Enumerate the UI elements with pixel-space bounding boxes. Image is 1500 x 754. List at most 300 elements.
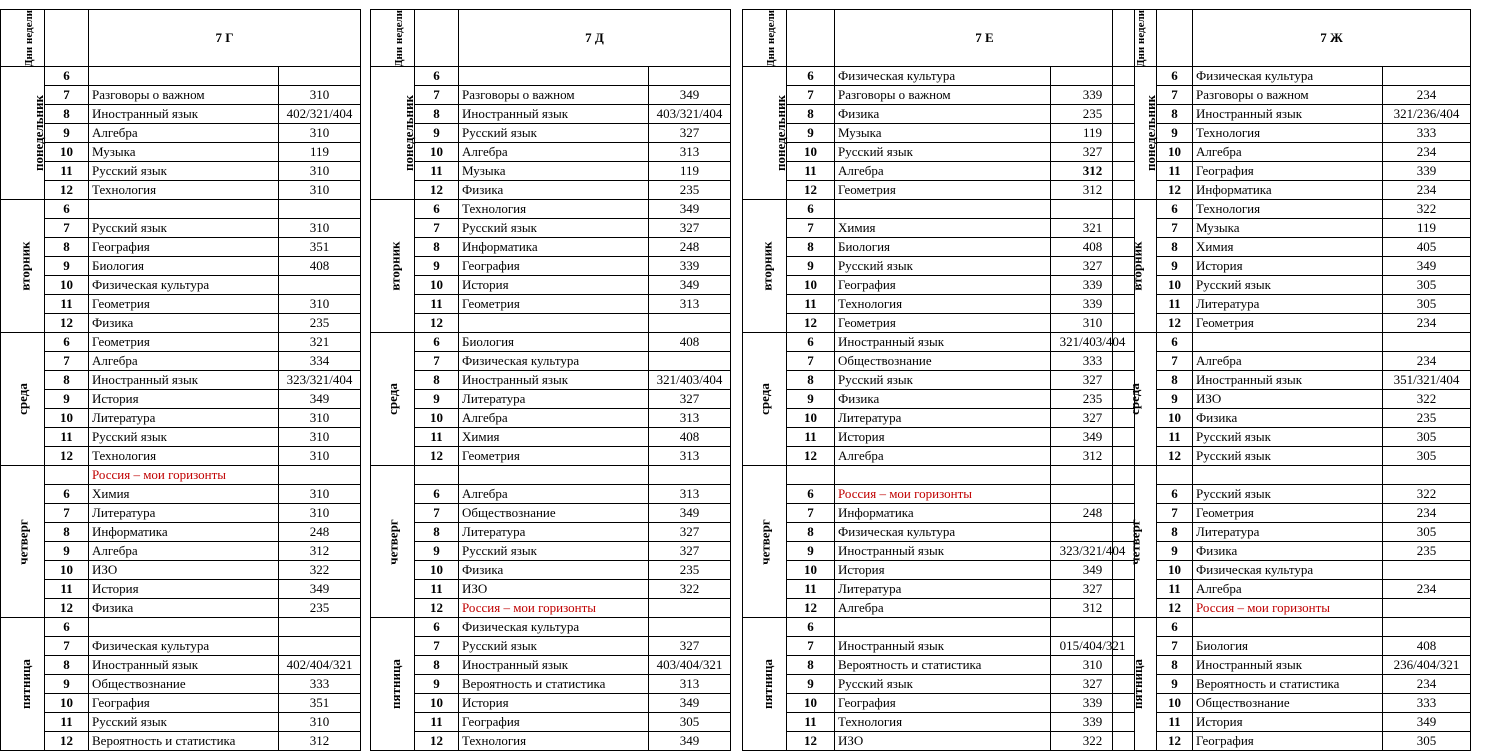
- subject-cell: Русский язык: [89, 219, 279, 238]
- lesson-number: 10: [1157, 561, 1193, 580]
- subject-cell: География: [835, 276, 1051, 295]
- subject-cell: География: [89, 238, 279, 257]
- lesson-row: [1113, 504, 1471, 523]
- room-cell: 322: [279, 561, 361, 580]
- subject-cell: Технология: [835, 713, 1051, 732]
- lesson-row: [371, 181, 731, 200]
- lesson-row: [371, 485, 731, 504]
- room-cell: 248: [279, 523, 361, 542]
- day-cell: [371, 618, 415, 751]
- lesson-row: [743, 124, 1135, 143]
- lesson-number: 8: [45, 656, 89, 675]
- subject-cell: Алгебра: [459, 409, 649, 428]
- subject-cell: Технология: [459, 200, 649, 219]
- lesson-number: 10: [787, 409, 835, 428]
- subject-cell: Технология: [89, 181, 279, 200]
- room-cell: 339: [649, 257, 731, 276]
- room-cell: 403/321/404: [649, 105, 731, 124]
- day-cell: [1, 200, 45, 333]
- subject-cell: ИЗО: [1193, 390, 1383, 409]
- lesson-number: 7: [1157, 352, 1193, 371]
- room-cell: 305: [1383, 732, 1471, 751]
- subject-cell: Физика: [459, 181, 649, 200]
- lesson-row: [1113, 86, 1471, 105]
- lesson-number: 10: [45, 276, 89, 295]
- room-cell: [1383, 466, 1471, 485]
- day-name: пятница: [387, 659, 403, 709]
- lesson-row: [371, 390, 731, 409]
- lesson-number: 8: [787, 523, 835, 542]
- room-cell: 339: [1051, 295, 1135, 314]
- lesson-number: 8: [1157, 523, 1193, 542]
- room-cell: 310: [279, 86, 361, 105]
- lesson-row: [1, 143, 361, 162]
- room-cell: 339: [1051, 86, 1135, 105]
- lesson-row: [743, 694, 1135, 713]
- class-block-2: [370, 9, 731, 751]
- room-cell: [649, 466, 731, 485]
- lesson-row: [371, 561, 731, 580]
- lesson-number: 7: [45, 86, 89, 105]
- lesson-row: [1113, 713, 1471, 732]
- day-cell: [371, 333, 415, 466]
- subject-cell: Русский язык: [835, 371, 1051, 390]
- subject-cell: Биология: [459, 333, 649, 352]
- subject-cell: [459, 67, 649, 86]
- lesson-row: [1113, 409, 1471, 428]
- lesson-number: 9: [1157, 124, 1193, 143]
- room-cell: [1383, 561, 1471, 580]
- room-cell: 235: [279, 599, 361, 618]
- lesson-number: 9: [787, 390, 835, 409]
- subject-cell: Физическая культура: [835, 67, 1051, 86]
- day-cell: [743, 466, 787, 618]
- lesson-number: 7: [1157, 219, 1193, 238]
- lesson-number: 9: [45, 257, 89, 276]
- lesson-number: 10: [415, 276, 459, 295]
- lesson-row: [1113, 181, 1471, 200]
- lesson-number: 11: [1157, 162, 1193, 181]
- room-cell: 333: [1383, 124, 1471, 143]
- lesson-number: 12: [415, 732, 459, 751]
- subject-cell: Физика: [89, 599, 279, 618]
- lesson-row: [371, 105, 731, 124]
- subject-cell: Разговоры о важном: [1193, 86, 1383, 105]
- room-cell: 321/403/404: [649, 371, 731, 390]
- room-cell: 310: [279, 428, 361, 447]
- days-column-label: Дни недели: [23, 9, 36, 68]
- lesson-number: 12: [1157, 732, 1193, 751]
- lesson-row: [371, 162, 731, 181]
- lesson-number: 6: [415, 67, 459, 86]
- lesson-number: 9: [1157, 257, 1193, 276]
- lesson-number: 8: [415, 523, 459, 542]
- day-name: понедельник: [31, 94, 47, 172]
- lesson-number: 12: [787, 599, 835, 618]
- lesson-number: 6: [1157, 618, 1193, 637]
- lesson-number: 7: [1157, 637, 1193, 656]
- lesson-number: 9: [45, 124, 89, 143]
- subject-cell: Русский язык: [1193, 276, 1383, 295]
- subject-cell: Геометрия: [89, 333, 279, 352]
- subject-cell: Геометрия: [89, 295, 279, 314]
- lesson-number: 12: [45, 732, 89, 751]
- room-cell: 327: [1051, 143, 1135, 162]
- subject-cell: [89, 67, 279, 86]
- class-name-header: 7 Ж: [1193, 10, 1471, 67]
- lesson-row: [743, 276, 1135, 295]
- subject-cell: Алгебра: [89, 124, 279, 143]
- timetable: [0, 9, 361, 751]
- lesson-row: [371, 371, 731, 390]
- lesson-number: 11: [45, 162, 89, 181]
- lesson-number: 8: [45, 371, 89, 390]
- subject-cell: Химия: [89, 485, 279, 504]
- subject-cell: Литература: [459, 390, 649, 409]
- subject-cell: Геометрия: [835, 181, 1051, 200]
- subject-cell: Физика: [89, 314, 279, 333]
- day-name: понедельник: [1143, 94, 1159, 172]
- room-cell: 339: [1051, 276, 1135, 295]
- lesson-row: [1, 580, 361, 599]
- lesson-number: 6: [1157, 67, 1193, 86]
- subject-cell: Литература: [89, 504, 279, 523]
- lesson-row: [1113, 447, 1471, 466]
- lesson-row: [1, 352, 361, 371]
- room-cell: 327: [1051, 371, 1135, 390]
- room-cell: 322: [1383, 390, 1471, 409]
- lesson-row: [743, 428, 1135, 447]
- lesson-number: 10: [45, 143, 89, 162]
- subject-cell: Физика: [459, 561, 649, 580]
- lesson-number: 11: [415, 580, 459, 599]
- lesson-row: [1113, 238, 1471, 257]
- room-cell: 327: [649, 523, 731, 542]
- lesson-row: [1, 504, 361, 523]
- lesson-row: [743, 599, 1135, 618]
- lesson-row: [743, 295, 1135, 314]
- room-cell: 310: [1051, 656, 1135, 675]
- room-cell: 234: [1383, 352, 1471, 371]
- lesson-row: [743, 390, 1135, 409]
- subject-cell: ИЗО: [89, 561, 279, 580]
- lesson-number: 7: [787, 504, 835, 523]
- room-cell: 327: [649, 637, 731, 656]
- subject-cell: Вероятность и статистика: [835, 656, 1051, 675]
- room-cell: 119: [649, 162, 731, 181]
- day-name: вторник: [387, 241, 403, 291]
- day-name: среда: [14, 383, 30, 415]
- lesson-row: [1113, 599, 1471, 618]
- room-cell: 349: [649, 732, 731, 751]
- room-cell: 349: [1383, 713, 1471, 732]
- day-cell: [1113, 618, 1157, 751]
- subject-cell: Физическая культура: [1193, 561, 1383, 580]
- lesson-row: [1113, 485, 1471, 504]
- lesson-row: [743, 466, 1135, 485]
- room-cell: [279, 618, 361, 637]
- room-cell: 349: [649, 200, 731, 219]
- lesson-number: 8: [415, 371, 459, 390]
- day-cell: [371, 67, 415, 200]
- lesson-number: 12: [1157, 181, 1193, 200]
- lesson-row: [1, 466, 361, 485]
- subject-cell: [1193, 466, 1383, 485]
- lesson-number: 10: [787, 143, 835, 162]
- subject-cell: Иностранный язык: [835, 542, 1051, 561]
- lesson-row: [1, 485, 361, 504]
- room-cell: 235: [1051, 105, 1135, 124]
- lesson-number: 12: [787, 314, 835, 333]
- lesson-number: 7: [787, 352, 835, 371]
- lesson-row: [371, 694, 731, 713]
- room-cell: 402/404/321: [279, 656, 361, 675]
- lesson-number: 12: [787, 447, 835, 466]
- day-cell: [1, 618, 45, 751]
- number-column-header: [1157, 10, 1193, 67]
- timetable: [370, 9, 731, 751]
- number-column-header: [415, 10, 459, 67]
- lesson-row: [1, 428, 361, 447]
- lesson-row: [1113, 390, 1471, 409]
- lesson-row: [1, 219, 361, 238]
- lesson-row: [371, 675, 731, 694]
- subject-cell: Вероятность и статистика: [89, 732, 279, 751]
- lesson-number: 11: [787, 295, 835, 314]
- room-cell: 339: [1383, 162, 1471, 181]
- room-cell: [1383, 599, 1471, 618]
- lesson-number: 10: [1157, 409, 1193, 428]
- subject-cell: История: [89, 390, 279, 409]
- lesson-number: 8: [45, 238, 89, 257]
- lesson-row: [371, 314, 731, 333]
- lesson-row: [1113, 580, 1471, 599]
- lesson-number: 9: [787, 675, 835, 694]
- subject-cell: Музыка: [1193, 219, 1383, 238]
- lesson-number: 12: [45, 447, 89, 466]
- room-cell: 349: [649, 86, 731, 105]
- lesson-row: [371, 447, 731, 466]
- room-cell: 349: [649, 694, 731, 713]
- lesson-row: [371, 542, 731, 561]
- class-block-4: [1112, 9, 1471, 751]
- lesson-row: [371, 428, 731, 447]
- lesson-row: [371, 86, 731, 105]
- lesson-number: 9: [415, 675, 459, 694]
- lesson-number: 9: [1157, 675, 1193, 694]
- subject-cell: Иностранный язык: [1193, 105, 1383, 124]
- lesson-row: [743, 352, 1135, 371]
- subject-cell: Разговоры о важном: [459, 86, 649, 105]
- room-cell: 236/404/321: [1383, 656, 1471, 675]
- lesson-number: 7: [45, 219, 89, 238]
- subject-cell: Иностранный язык: [835, 333, 1051, 352]
- subject-cell: Алгебра: [1193, 143, 1383, 162]
- subject-cell: Биология: [1193, 637, 1383, 656]
- room-cell: 408: [649, 428, 731, 447]
- subject-cell: Технология: [89, 447, 279, 466]
- lesson-number: 7: [415, 637, 459, 656]
- day-name: понедельник: [773, 94, 789, 172]
- subject-cell: Русский язык: [1193, 485, 1383, 504]
- room-cell: 248: [649, 238, 731, 257]
- subject-cell: Физика: [1193, 542, 1383, 561]
- days-column-label: Дни недели: [393, 9, 406, 68]
- subject-cell: [835, 466, 1051, 485]
- subject-cell: Обществознание: [89, 675, 279, 694]
- subject-cell: Россия – мои горизонты: [459, 599, 649, 618]
- room-cell: 310: [279, 181, 361, 200]
- room-cell: 305: [1383, 523, 1471, 542]
- subject-cell: Обществознание: [835, 352, 1051, 371]
- room-cell: 327: [1051, 257, 1135, 276]
- subject-cell: Русский язык: [835, 257, 1051, 276]
- lesson-row: [743, 713, 1135, 732]
- lesson-row: [743, 105, 1135, 124]
- lesson-number: 11: [787, 580, 835, 599]
- lesson-row: [1, 694, 361, 713]
- subject-cell: [459, 466, 649, 485]
- subject-cell: География: [1193, 162, 1383, 181]
- lesson-row: [371, 409, 731, 428]
- lesson-number: 12: [787, 732, 835, 751]
- lesson-number: 9: [45, 390, 89, 409]
- room-cell: 333: [1051, 352, 1135, 371]
- room-cell: 234: [1383, 86, 1471, 105]
- lesson-number: 9: [45, 542, 89, 561]
- room-cell: 402/321/404: [279, 105, 361, 124]
- lesson-number: 10: [787, 276, 835, 295]
- lesson-row: [1, 67, 361, 86]
- room-cell: 322: [1051, 732, 1135, 751]
- day-cell: [1113, 200, 1157, 333]
- room-cell: 333: [1383, 694, 1471, 713]
- day-cell: [743, 618, 787, 751]
- day-name: вторник: [1129, 241, 1145, 291]
- lesson-number: 6: [45, 485, 89, 504]
- room-cell: 322: [1383, 485, 1471, 504]
- lesson-number: 11: [415, 295, 459, 314]
- room-cell: 235: [279, 314, 361, 333]
- subject-cell: Физическая культура: [459, 352, 649, 371]
- room-cell: [649, 618, 731, 637]
- subject-cell: Обществознание: [1193, 694, 1383, 713]
- room-cell: 327: [1051, 580, 1135, 599]
- day-name: вторник: [759, 241, 775, 291]
- lesson-number: 8: [787, 371, 835, 390]
- lesson-row: [1, 732, 361, 751]
- lesson-row: [1113, 618, 1471, 637]
- lesson-row: [371, 618, 731, 637]
- room-cell: [649, 352, 731, 371]
- subject-cell: География: [459, 713, 649, 732]
- lesson-number: 6: [787, 200, 835, 219]
- lesson-row: [1, 390, 361, 409]
- room-cell: 327: [649, 390, 731, 409]
- subject-cell: Информатика: [1193, 181, 1383, 200]
- subject-cell: Русский язык: [459, 124, 649, 143]
- lesson-row: [1, 333, 361, 352]
- room-cell: 235: [649, 181, 731, 200]
- lesson-number: 9: [1157, 542, 1193, 561]
- room-cell: 310: [279, 504, 361, 523]
- lesson-row: [1113, 257, 1471, 276]
- lesson-row: [1113, 428, 1471, 447]
- room-cell: 339: [1051, 713, 1135, 732]
- lesson-number: 11: [1157, 295, 1193, 314]
- lesson-row: [371, 504, 731, 523]
- lesson-row: [371, 656, 731, 675]
- subject-cell: Россия – мои горизонты: [89, 466, 279, 485]
- subject-cell: Алгебра: [835, 599, 1051, 618]
- lesson-row: [1, 523, 361, 542]
- lesson-number: 6: [787, 618, 835, 637]
- room-cell: 327: [1051, 409, 1135, 428]
- lesson-row: [371, 713, 731, 732]
- subject-cell: Россия – мои горизонты: [1193, 599, 1383, 618]
- lesson-number: 10: [415, 409, 459, 428]
- subject-cell: Музыка: [459, 162, 649, 181]
- room-cell: 305: [1383, 428, 1471, 447]
- room-cell: 349: [279, 580, 361, 599]
- subject-cell: [835, 200, 1051, 219]
- subject-cell: Физика: [835, 390, 1051, 409]
- lesson-row: [1113, 295, 1471, 314]
- lesson-row: [743, 523, 1135, 542]
- subject-cell: Русский язык: [835, 143, 1051, 162]
- subject-cell: Технология: [459, 732, 649, 751]
- room-cell: 339: [1051, 694, 1135, 713]
- subject-cell: Технология: [1193, 200, 1383, 219]
- room-cell: 349: [649, 504, 731, 523]
- room-cell: 234: [1383, 675, 1471, 694]
- lesson-number: 8: [1157, 238, 1193, 257]
- room-cell: 313: [649, 447, 731, 466]
- subject-cell: История: [89, 580, 279, 599]
- room-cell: 248: [1051, 504, 1135, 523]
- room-cell: 312: [1051, 447, 1135, 466]
- lesson-row: [743, 675, 1135, 694]
- day-name: среда: [756, 383, 772, 415]
- subject-cell: Геометрия: [1193, 314, 1383, 333]
- subject-cell: Алгебра: [459, 143, 649, 162]
- lesson-number: 11: [45, 580, 89, 599]
- subject-cell: Технология: [1193, 124, 1383, 143]
- lesson-number: 12: [1157, 599, 1193, 618]
- subject-cell: История: [459, 276, 649, 295]
- day-cell: [1, 67, 45, 200]
- lesson-number: 11: [1157, 713, 1193, 732]
- lesson-row: [1, 314, 361, 333]
- lesson-number: 8: [1157, 105, 1193, 124]
- subject-cell: Физика: [1193, 409, 1383, 428]
- lesson-number: 7: [415, 86, 459, 105]
- subject-cell: [835, 618, 1051, 637]
- room-cell: 310: [279, 447, 361, 466]
- lesson-number: 9: [787, 124, 835, 143]
- subject-cell: [89, 618, 279, 637]
- lesson-number: 8: [45, 105, 89, 124]
- lesson-number: 11: [787, 428, 835, 447]
- lesson-number: 9: [1157, 390, 1193, 409]
- subject-cell: Разговоры о важном: [835, 86, 1051, 105]
- lesson-number: 10: [45, 561, 89, 580]
- lesson-row: [371, 732, 731, 751]
- lesson-row: [1113, 200, 1471, 219]
- lesson-row: [1, 86, 361, 105]
- room-cell: [1383, 67, 1471, 86]
- lesson-row: [1113, 143, 1471, 162]
